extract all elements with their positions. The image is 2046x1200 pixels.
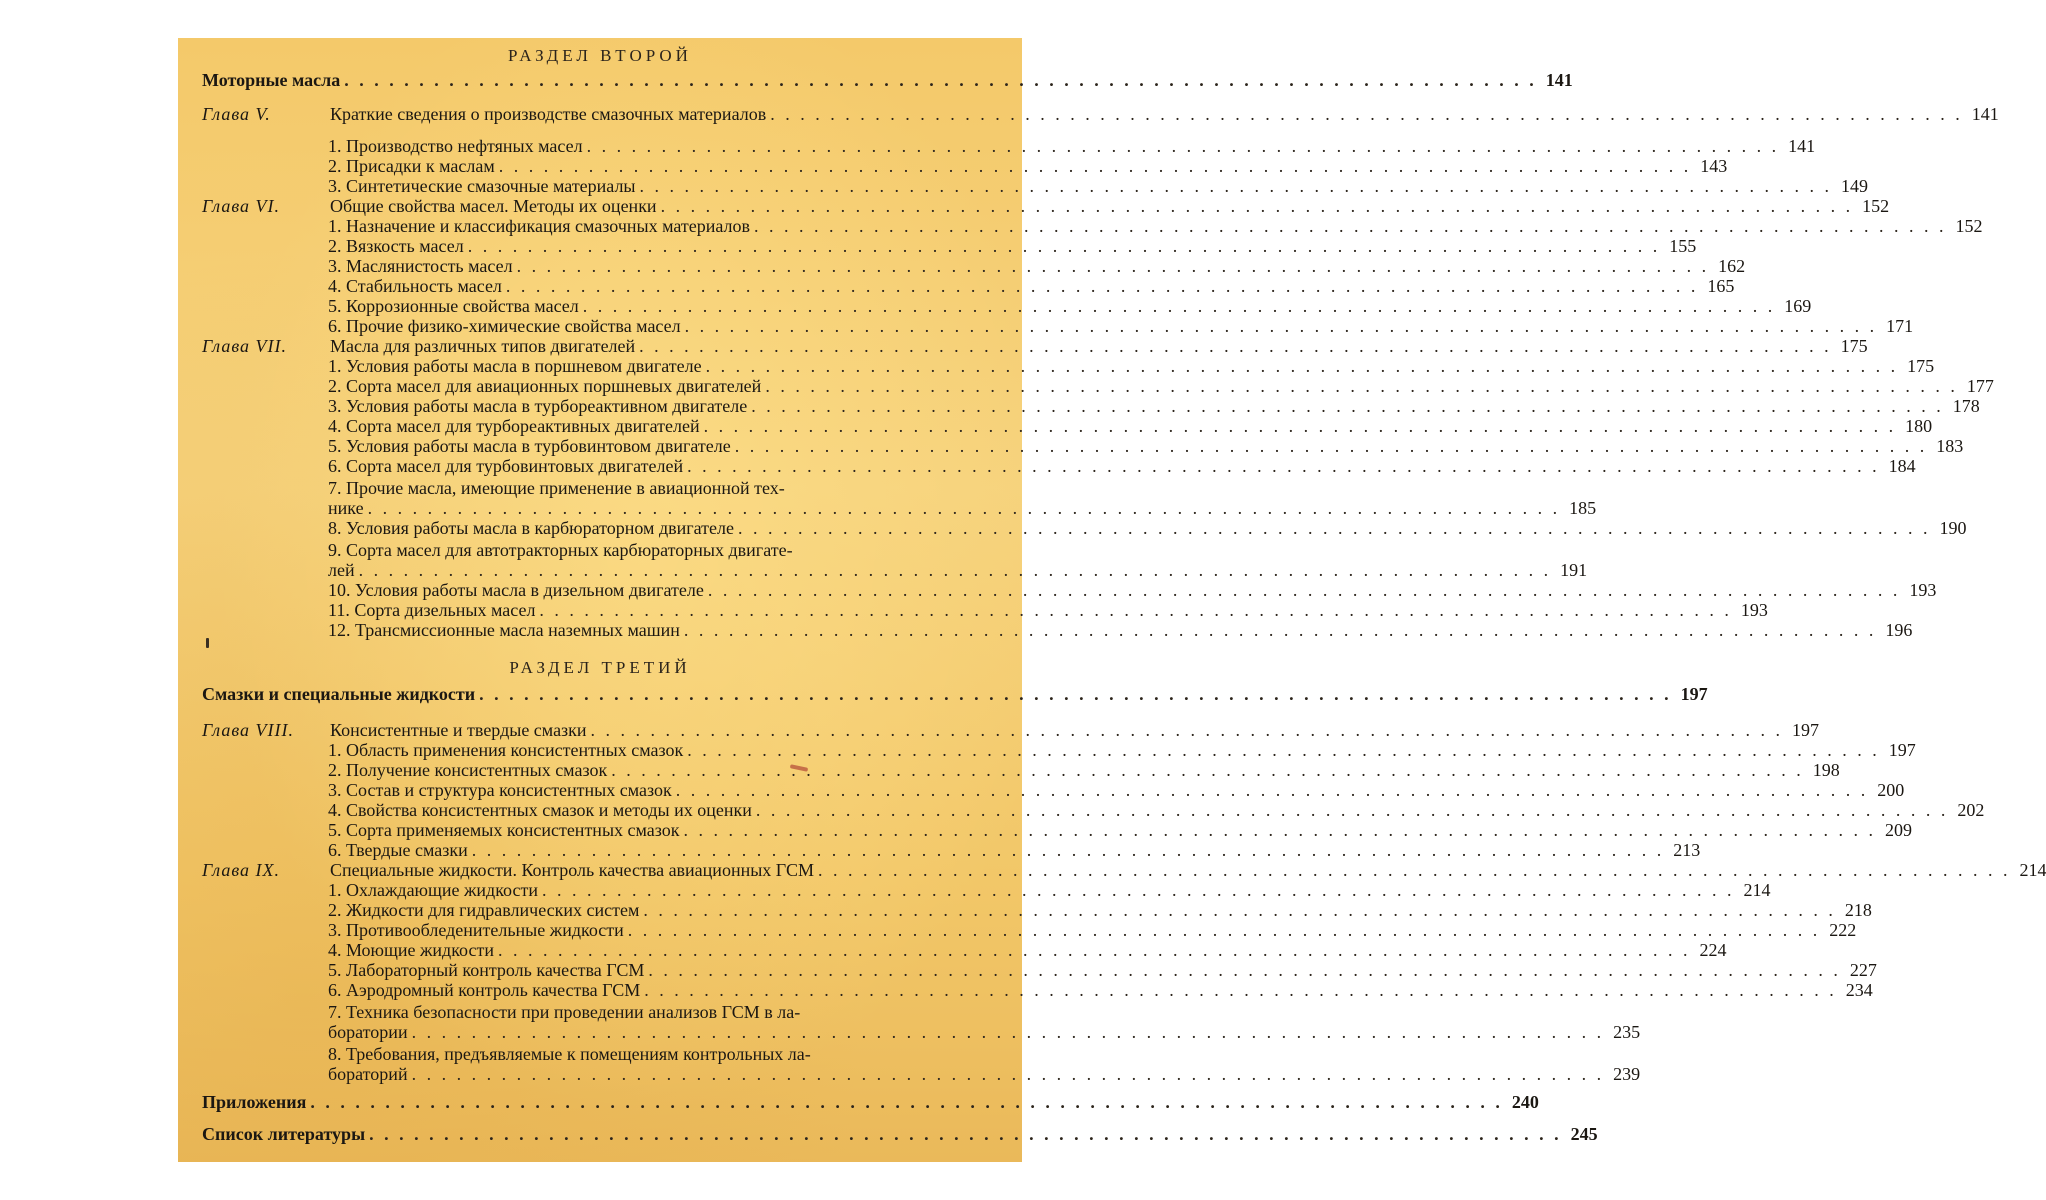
item-title: 2. Сорта масел для авиационных поршневых двигателей — [328, 376, 762, 396]
toc-item — [328, 620, 1913, 640]
dot-leader — [680, 620, 1877, 640]
dot-leader — [704, 580, 1901, 600]
page-number: 227 — [1849, 960, 1877, 980]
dot-leader — [750, 216, 1947, 236]
toc-item — [328, 880, 1771, 900]
toc-item — [328, 276, 1735, 296]
item-title: 5. Коррозионные свойства масел — [328, 296, 579, 316]
toc-item — [328, 1022, 1641, 1042]
item-title: 1. Область применения консистентных смазок — [328, 740, 684, 760]
toc-chapter-entry — [330, 336, 1868, 356]
dot-leader — [644, 960, 1841, 980]
dot-leader — [306, 1092, 1503, 1112]
toc-item — [328, 920, 1857, 940]
dot-leader — [747, 396, 1944, 416]
item-title: 2. Вязкость масел — [328, 236, 464, 256]
page-number: 222 — [1829, 920, 1857, 940]
item-title: 4. Моющие жидкости — [328, 940, 494, 960]
page-number: 175 — [1907, 356, 1935, 376]
item-title: 4. Свойства консистентных смазок и методы их оценки — [328, 800, 752, 820]
page-number: 202 — [1957, 800, 1985, 820]
toc-item — [328, 136, 1816, 156]
toc-part-entry — [202, 684, 1708, 704]
dot-leader — [702, 356, 1899, 376]
page-number: 193 — [1740, 600, 1768, 620]
item-title: 1. Охлаждающие жидкости — [328, 880, 538, 900]
item-title: 10. Условия работы масла в дизельном двигателе — [328, 580, 704, 600]
page-number: 184 — [1888, 456, 1916, 476]
section-heading: РАЗДЕЛ ВТОРОЙ — [508, 46, 692, 65]
item-title: 9. Сорта масел для автотракторных карбюраторных двигате- — [328, 540, 793, 560]
chapter-title: Общие свойства масел. Методы их оценки — [330, 196, 657, 216]
page-number: 197 — [1888, 740, 1916, 760]
toc-item — [328, 940, 1727, 960]
toc-item — [328, 760, 1840, 780]
dot-leader — [766, 104, 1963, 124]
page-number: 209 — [1885, 820, 1913, 840]
dot-leader — [365, 1124, 1562, 1144]
toc-item — [328, 456, 1916, 476]
page-number: 141 — [1971, 104, 1999, 124]
dot-leader — [502, 276, 1699, 296]
toc-item — [328, 296, 1812, 316]
item-title: 8. Требования, предъявляемые к помещениям контрольных ла- — [328, 1044, 811, 1064]
page-number: 245 — [1570, 1124, 1598, 1144]
page-number: 152 — [1862, 196, 1890, 216]
dot-leader — [468, 840, 1665, 860]
dot-leader — [340, 70, 1537, 90]
dot-leader — [683, 456, 1880, 476]
page-number: 218 — [1844, 900, 1872, 920]
item-title: 4. Стабильность масел — [328, 276, 502, 296]
page-number: 214 — [1743, 880, 1771, 900]
toc-item — [328, 236, 1697, 256]
item-title: 8. Условия работы масла в карбюраторном двигателе — [328, 518, 734, 538]
page-number: 143 — [1700, 156, 1728, 176]
page-number: 165 — [1707, 276, 1735, 296]
item-title: 6. Прочие физико-химические свойства масел — [328, 316, 681, 336]
toc-references-entry — [202, 1124, 1598, 1144]
page-number: 155 — [1669, 236, 1697, 256]
dot-leader — [657, 196, 1854, 216]
part-title: Моторные масла — [202, 70, 341, 90]
page-number: 180 — [1905, 416, 1933, 436]
toc-item — [328, 780, 1905, 800]
toc-item — [328, 960, 1877, 980]
dot-leader — [681, 316, 1878, 336]
page-number: 239 — [1613, 1064, 1641, 1084]
page-number: 214 — [2019, 860, 2046, 880]
item-title: 7. Прочие масла, имеющие применение в авиационной тех- — [328, 478, 785, 498]
dot-leader — [464, 236, 1661, 256]
dot-leader — [494, 940, 1691, 960]
chapter-label: Глава IX. — [202, 860, 281, 880]
page-number: 149 — [1841, 176, 1869, 196]
item-title: 5. Лабораторный контроль качества ГСМ — [328, 960, 645, 980]
page-number: 191 — [1560, 560, 1588, 580]
dot-leader — [583, 136, 1780, 156]
item-title: 6. Твердые смазки — [328, 840, 468, 860]
dot-leader — [734, 518, 1931, 538]
toc-appendix-entry — [202, 1092, 1539, 1112]
item-title: 12. Трансмиссионные масла наземных машин — [328, 620, 680, 640]
page-number: 235 — [1613, 1022, 1641, 1042]
toc-item — [328, 216, 1983, 236]
toc-item — [328, 498, 1597, 518]
toc-item — [328, 416, 1933, 436]
dot-leader — [408, 1064, 1605, 1084]
toc-item — [328, 396, 1980, 416]
dot-leader — [607, 760, 1804, 780]
page-number: 198 — [1812, 760, 1840, 780]
references-title: Список литературы — [202, 1124, 366, 1144]
toc-item — [328, 256, 1746, 276]
dot-leader — [639, 900, 1836, 920]
page-number: 240 — [1511, 1092, 1539, 1112]
item-title: 1. Назначение и классификация смазочных материалов — [328, 216, 751, 236]
part-title: Смазки и специальные жидкости — [202, 684, 476, 704]
dot-leader — [752, 800, 1949, 820]
item-title: 4. Сорта масел для турбореактивных двигателей — [328, 416, 700, 436]
page-number: 197 — [1792, 720, 1820, 740]
page-number: 169 — [1784, 296, 1812, 316]
dot-leader — [364, 498, 1561, 518]
dot-leader — [640, 980, 1837, 1000]
item-title-continuation: нике — [328, 498, 364, 518]
toc-chapter-entry — [330, 104, 1999, 124]
toc-chapter-entry — [330, 860, 2046, 880]
page-number: 141 — [1545, 70, 1573, 90]
item-title: 1. Производство нефтяных масел — [328, 136, 583, 156]
dot-leader — [700, 416, 1897, 436]
toc-chapter-entry — [330, 720, 1820, 740]
item-title: 2. Получение консистентных смазок — [328, 760, 608, 780]
chapter-label: Глава VII. — [202, 336, 288, 356]
item-title: 3. Противообледенительные жидкости — [328, 920, 624, 940]
toc-chapter-entry — [330, 196, 1890, 216]
dot-leader — [495, 156, 1692, 176]
page-number: 141 — [1788, 136, 1816, 156]
appendix-title: Приложения — [202, 1092, 307, 1112]
dot-leader — [579, 296, 1776, 316]
page-number: 196 — [1885, 620, 1913, 640]
item-title: 3. Маслянистость масел — [328, 256, 513, 276]
item-title: 6. Сорта масел для турбовинтовых двигателей — [328, 456, 684, 476]
toc-item — [328, 356, 1935, 376]
ink-mark — [206, 638, 209, 648]
item-title-continuation: бораторий — [328, 1064, 408, 1084]
chapter-title: Консистентные и твердые смазки — [330, 720, 587, 740]
toc-item — [328, 156, 1728, 176]
page-number: 224 — [1699, 940, 1727, 960]
toc-item — [328, 436, 1964, 456]
page-number: 183 — [1936, 436, 1964, 456]
toc-item — [328, 518, 1967, 538]
item-title: 11. Сорта дизельных масел — [328, 600, 536, 620]
section-heading: РАЗДЕЛ ТРЕТИЙ — [509, 658, 691, 677]
toc-item — [328, 900, 1872, 920]
book-page — [178, 38, 2046, 1162]
page-number: 193 — [1909, 580, 1937, 600]
toc-item — [328, 580, 1937, 600]
toc-item — [328, 316, 1914, 336]
item-title-continuation: лей — [328, 560, 355, 580]
dot-leader — [587, 720, 1784, 740]
page-number: 197 — [1680, 684, 1708, 704]
item-title: 5. Сорта применяемых консистентных смазок — [328, 820, 680, 840]
chapter-title: Масла для различных типов двигателей — [330, 336, 636, 356]
page-number: 185 — [1569, 498, 1597, 518]
page-number: 213 — [1673, 840, 1701, 860]
item-title: 3. Синтетические смазочные материалы — [328, 176, 636, 196]
chapter-label: Глава V. — [202, 104, 271, 124]
toc-item — [328, 840, 1701, 860]
dot-leader — [355, 560, 1552, 580]
chapter-label: Глава VIII. — [202, 720, 295, 740]
dot-leader — [513, 256, 1710, 276]
dot-leader — [538, 880, 1735, 900]
page-number: 190 — [1939, 518, 1967, 538]
item-title: 1. Условия работы масла в поршневом двигателе — [328, 356, 702, 376]
toc-part-entry — [202, 70, 1573, 90]
toc-item — [328, 560, 1588, 580]
page-number: 178 — [1952, 396, 1980, 416]
chapter-title: Краткие сведения о производстве смазочных материалов — [330, 104, 767, 124]
item-title-continuation: боратории — [328, 1022, 408, 1042]
dot-leader — [408, 1022, 1605, 1042]
dot-leader — [814, 860, 2011, 880]
page-number: 175 — [1840, 336, 1868, 356]
dot-leader — [636, 176, 1833, 196]
item-title: 2. Присадки к маслам — [328, 156, 495, 176]
dot-leader — [475, 684, 1672, 704]
dot-leader — [672, 780, 1869, 800]
page-number: 234 — [1845, 980, 1873, 1000]
page-number: 177 — [1966, 376, 1994, 396]
item-title: 3. Состав и структура консистентных смазок — [328, 780, 672, 800]
page-number: 200 — [1877, 780, 1905, 800]
item-title: 2. Жидкости для гидравлических систем — [328, 900, 640, 920]
toc-item — [328, 980, 1873, 1000]
toc-item — [328, 600, 1768, 620]
dot-leader — [680, 820, 1877, 840]
dot-leader — [731, 436, 1928, 456]
page-number: 171 — [1886, 316, 1914, 336]
toc-item — [328, 800, 1985, 820]
page-number: 162 — [1718, 256, 1746, 276]
toc-item — [328, 740, 1916, 760]
dot-leader — [624, 920, 1821, 940]
page-number: 152 — [1955, 216, 1983, 236]
chapter-label: Глава VI. — [202, 196, 281, 216]
dot-leader — [635, 336, 1832, 356]
toc-item — [328, 376, 1994, 396]
dot-leader — [761, 376, 1958, 396]
item-title: 6. Аэродромный контроль качества ГСМ — [328, 980, 641, 1000]
toc-item — [328, 820, 1913, 840]
item-title: 3. Условия работы масла в турбореактивном двигателе — [328, 396, 748, 416]
item-title: 5. Условия работы масла в турбовинтовом двигателе — [328, 436, 731, 456]
dot-leader — [683, 740, 1880, 760]
toc-item — [328, 176, 1869, 196]
chapter-title: Специальные жидкости. Контроль качества авиационных ГСМ — [330, 860, 814, 880]
item-title: 7. Техника безопасности при проведении анализов ГСМ в ла- — [328, 1002, 801, 1022]
toc-item — [328, 1064, 1641, 1084]
dot-leader — [535, 600, 1732, 620]
